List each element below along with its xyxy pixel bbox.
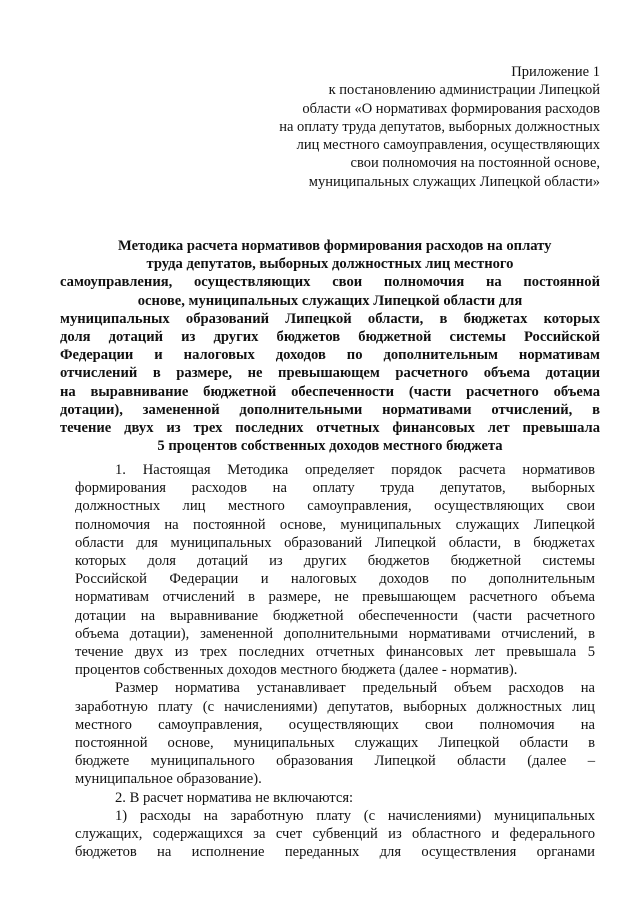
body-line: Российской Федерации и налоговых доходов по дополнительным <box>75 571 595 588</box>
appendix-header <box>180 63 600 191</box>
appendix-line: Приложение 1 <box>511 64 600 80</box>
body-text <box>75 461 595 861</box>
body-line: нормативам отчислений в размере, не превышающем расчетного объема <box>75 589 595 606</box>
body-line: области для муниципальных образований Липецкой области, в бюджетах <box>75 534 595 551</box>
title-line: на выравнивание бюджетной обеспеченности (части расчетного объема <box>60 383 600 400</box>
appendix-line: лиц местного самоуправления, осуществляющих <box>296 137 600 154</box>
body-line: дотации на выравнивание бюджетной обеспеченности (части расчетного <box>75 607 595 624</box>
body-line: течение двух из трех последних отчетных финансовых лет превышала 5 <box>75 644 595 661</box>
title-line: течение двух из трех последних отчетных финансовых лет превышала <box>60 420 600 437</box>
body-line: бюджете муниципального образования Липецкой области (далее – <box>75 753 595 770</box>
body-line: которых доля дотаций из других бюджетов бюджетной системы <box>75 553 595 570</box>
title-line: самоуправления, осуществляющих свои полномочия на постоянной <box>60 274 600 291</box>
body-line: постоянной основе, муниципальных служащих Липецкой области в <box>75 735 595 752</box>
appendix-line: свои полномочия на постоянной основе, <box>350 155 600 172</box>
body-line: 1. Настоящая Методика определяет порядок расчета нормативов <box>115 462 595 478</box>
body-line: служащих, содержащихся за счет субвенций из областного и федерального <box>75 826 595 843</box>
title-line: труда депутатов, выборных должностных лиц местного <box>146 256 514 273</box>
body-line: формирования расходов на оплату труда депутатов, выборных <box>75 480 595 497</box>
body-line: Размер норматива устанавливает предельный объем расходов на <box>115 680 595 697</box>
body-line: муниципальное образование). <box>75 771 262 788</box>
title-line: отчислений в размере, не превышающем расчетного объема дотации <box>60 365 600 382</box>
body-line: местного самоуправления, осуществляющих свои полномочия на <box>75 716 595 733</box>
body-line: объема дотации), замененной дополнительными нормативами отчислений, в <box>75 625 595 642</box>
body-line: бюджетов на исполнение переданных для осуществления органами <box>75 844 595 861</box>
appendix-line: области «О нормативах формирования расходов <box>302 100 600 117</box>
appendix-line: на оплату труда депутатов, выборных должностных <box>279 118 600 135</box>
body-line: 1) расходы на заработную плату (с начислениями) муниципальных <box>115 807 595 824</box>
title-line: основе, муниципальных служащих Липецкой области для <box>137 292 523 309</box>
appendix-line: к постановлению администрации Липецкой <box>328 82 600 99</box>
body-line: должностных лиц местного самоуправления, осуществляющих свои <box>75 498 595 515</box>
title-line: доля дотаций из других бюджетов бюджетной системы Российской <box>60 329 600 346</box>
title-line: муниципальных образований Липецкой области, в бюджетах которых <box>60 310 600 327</box>
title-line: 5 процентов собственных доходов местного бюджета <box>157 438 503 455</box>
appendix-line: муниципальных служащих Липецкой области» <box>308 173 600 190</box>
body-line: 2. В расчет норматива не включаются: <box>115 789 354 806</box>
title-line: Методика расчета нормативов формирования расходов на оплату <box>118 238 552 254</box>
title-line: дотации), замененной дополнительными нормативами отчислений, в <box>60 401 600 418</box>
body-line: процентов собственных доходов местного бюджета (далее - норматив). <box>75 662 518 679</box>
body-line: полномочия на постоянной основе, муниципальных служащих Липецкой <box>75 516 595 533</box>
body-line: заработную плату (с начислениями) депутатов, выборных должностных лиц <box>75 698 595 715</box>
document-title <box>60 237 600 455</box>
title-line: Федерации и налоговых доходов по дополнительным нормативам <box>60 347 600 364</box>
